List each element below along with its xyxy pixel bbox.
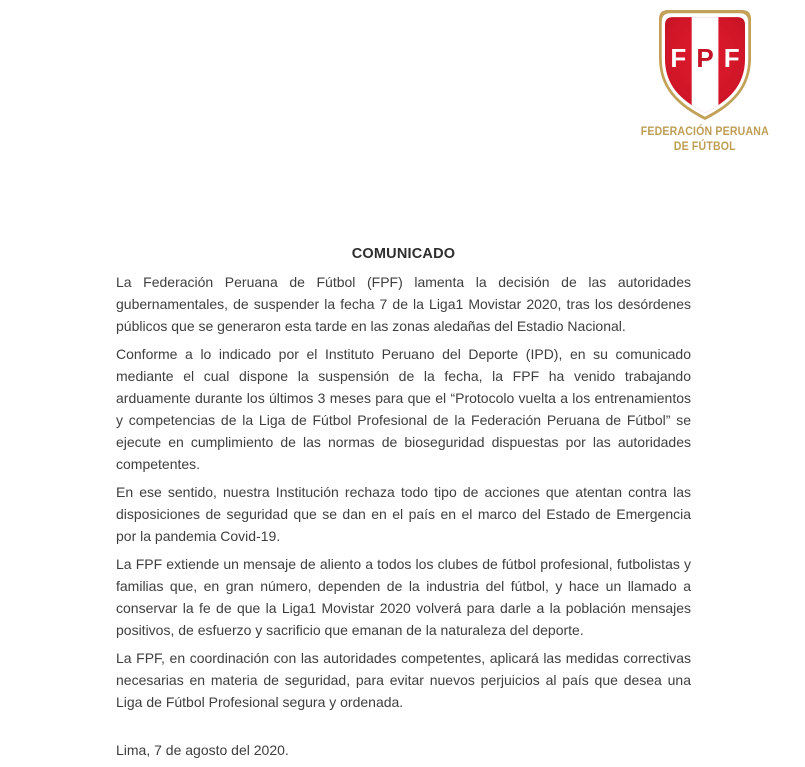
paragraph-2: Conforme a lo indicado por el Instituto Peruano del Deporte (IPD), en su comunicado mediante el cual dispone la suspensión de la fecha, la FPF ha venido trabajando arduamente durante los últimos 3 meses para que el “Protocolo vuelta a los entrenamientos y competencias de la Liga de Fútbol Profesional de la Federación Peruana de Fútbol” se ejecute en cumplimiento de las normas de bioseguridad dispuestas por las autoridades competentes. <box>116 346 691 472</box>
fpf-logo <box>621 10 789 154</box>
logo-org-name <box>641 124 769 154</box>
shield-letter-f-right: F <box>723 43 740 73</box>
date-line: Lima, 7 de agosto del 2020. <box>116 742 289 758</box>
fpf-shield-icon <box>659 10 751 120</box>
shield-letter-f-left: F <box>670 43 687 73</box>
logo-org-name-line1: FEDERACIÓN PERUANA <box>640 124 770 138</box>
paragraph-1: La Federación Peruana de Fútbol (FPF) lamenta la decisión de las autoridades gubernamentales, de suspender la fecha 7 de la Liga1 Movistar 2020, tras los desórdenes públicos que se generaron esta tarde en las zonas aledañas del Estadio Nacional. <box>116 274 691 334</box>
paragraph-3: En ese sentido, nuestra Institución rechaza todo tipo de acciones que atentan contra las disposiciones de seguridad que se dan en el país en el marco del Estado de Emergencia por la pandemia Covid-19. <box>116 484 691 544</box>
logo-org-name-line2: DE FÚTBOL <box>673 139 736 153</box>
document-title: COMUNICADO <box>351 246 456 262</box>
shield-letter-p: P <box>696 43 714 73</box>
paragraph-5: La FPF, en coordinación con las autoridades competentes, aplicará las medidas correctivas necesarias en materia de seguridad, para evitar nuevos perjuicios al país que desea una Liga de Fútbol Profesional segura y ordenada. <box>116 650 691 710</box>
communique-body <box>116 243 691 767</box>
paragraph-4: La FPF extiende un mensaje de aliento a todos los clubes de fútbol profesional, futbolistas y familias que, en gran número, dependen de la industria del fútbol, y hace un llamado a conservar la fe de que la Liga1 Movistar 2020 volverá para darle a la población mensajes positivos, de esfuerzo y sacrificio que emanan de la naturaleza del deporte. <box>116 556 691 638</box>
